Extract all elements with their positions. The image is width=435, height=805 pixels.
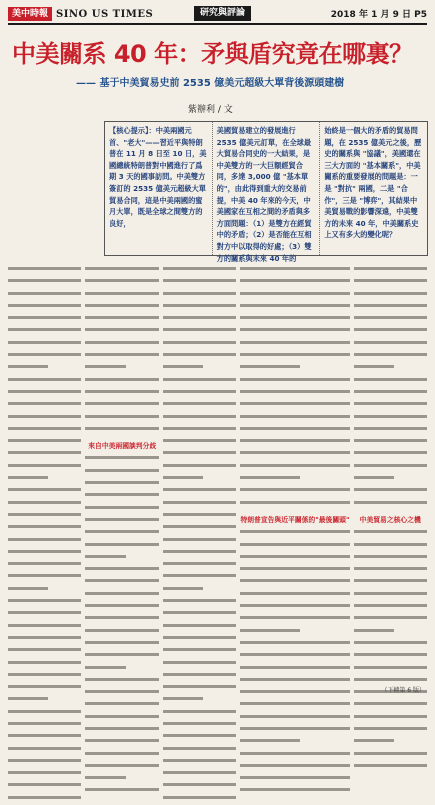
body-text-line: [8, 427, 81, 436]
body-text-line: [85, 788, 158, 797]
body-text-line: [354, 390, 427, 399]
body-text-line: [354, 592, 427, 601]
byline: 紫辦利 / 文: [188, 105, 233, 115]
body-text-line: [240, 604, 349, 613]
body-text-line: [163, 378, 236, 387]
body-text-line: [8, 759, 81, 768]
body-text-line: [354, 530, 427, 539]
body-text-line: [163, 316, 236, 325]
body-text-line: [354, 304, 427, 313]
body-text-line: [240, 488, 349, 497]
body-text-line: [240, 666, 349, 675]
body-text-line: [354, 292, 427, 301]
body-text-line: [240, 341, 349, 350]
body-text-line: [240, 653, 349, 662]
body-text-line: [240, 365, 349, 374]
body-text-line: [163, 783, 236, 792]
body-text-line: [8, 722, 81, 731]
body-text-line: [8, 697, 81, 706]
body-text-line: [8, 661, 81, 670]
body-text-line: [85, 304, 158, 313]
body-text-line: [163, 722, 236, 731]
body-text-line: [240, 592, 349, 601]
body-text-line: [240, 279, 349, 288]
body-text-line: [240, 543, 349, 552]
section-heading: 特朗普宣告與近平關係的"最後關頭": [240, 515, 350, 524]
body-text-line: [8, 402, 81, 411]
body-text-line: [85, 666, 158, 675]
body-text-line: [163, 624, 236, 633]
body-text-line: [85, 567, 158, 576]
body-text-line: [8, 464, 81, 473]
body-text-line: [163, 636, 236, 645]
body-text-line: [354, 579, 427, 588]
body-text-line: [240, 476, 349, 485]
body-text-line: [8, 747, 81, 756]
body-text-line: [163, 648, 236, 657]
header-divider: [8, 23, 427, 25]
body-text-line: [163, 525, 236, 534]
body-text-line: [85, 555, 158, 564]
body-text-line: [85, 518, 158, 527]
body-text-line: [240, 788, 349, 797]
body-text-line: [240, 641, 349, 650]
body-text-line: [354, 752, 427, 761]
body-text-line: [240, 776, 349, 785]
body-text-line: [163, 538, 236, 547]
body-text-line: [354, 488, 427, 497]
body-text-line: [163, 574, 236, 583]
body-text-line: [163, 353, 236, 362]
summary-column: [319, 122, 427, 255]
body-text-line: [354, 641, 427, 650]
body-text-line: [354, 715, 427, 724]
body-text-line: [85, 267, 158, 276]
body-text-line: [240, 464, 349, 473]
body-text-line: [163, 415, 236, 424]
body-text-line: [354, 764, 427, 773]
body-text-line: [354, 739, 427, 748]
body-text-line: [163, 365, 236, 374]
body-text-line: [8, 292, 81, 301]
body-text-line: [240, 727, 349, 736]
body-text-line: [240, 530, 349, 539]
body-text-line: [354, 402, 427, 411]
body-text-line: [240, 690, 349, 699]
body-text-line: [85, 390, 158, 399]
body-text-line: [163, 501, 236, 510]
body-text-line: [354, 555, 427, 564]
body-text-line: [85, 616, 158, 625]
body-text-line: [8, 378, 81, 387]
body-text-line: [163, 710, 236, 719]
body-text-line: [354, 543, 427, 552]
body-text-line: [8, 734, 81, 743]
body-text-line: [240, 451, 349, 460]
subheadline: —— 基于中美貿易史前 2535 億美元超級大單背後源頭建樹: [76, 78, 345, 89]
body-text-line: [163, 661, 236, 670]
body-text-line: [240, 402, 349, 411]
body-text-line: [163, 685, 236, 694]
body-text-line: [240, 702, 349, 711]
body-text-line: [85, 739, 158, 748]
body-text-line: [85, 629, 158, 638]
section-heading: 中美貿易之核心之機: [359, 515, 421, 524]
body-text-line: [240, 752, 349, 761]
body-text-line: [8, 611, 81, 620]
body-text-line: [240, 427, 349, 436]
body-text-line: [240, 616, 349, 625]
body-text-line: [354, 365, 427, 374]
body-text-line: [163, 673, 236, 682]
body-text-line: [240, 353, 349, 362]
body-text-line: [85, 690, 158, 699]
body-text-line: [354, 604, 427, 613]
body-text-line: [163, 587, 236, 596]
masthead: [8, 6, 427, 22]
body-text-line: [85, 456, 158, 465]
body-text-line: [8, 267, 81, 276]
summary-box: [104, 121, 428, 263]
body-text-line: [85, 592, 158, 601]
body-text-line: [354, 415, 427, 424]
body-text-line: [8, 550, 81, 559]
body-text-line: [8, 525, 81, 534]
body-text-line: [163, 451, 236, 460]
body-text-line: [85, 316, 158, 325]
summary-text: 始終是一個大的矛盾的貿易問題，在 2535 億美元之後，歷史的關系與 "協議"，美國還在三大方面的 "基本關系"，中美關系的重要發展的問題是：一是 "對抗" 兩國，二是 "合作"，三是 "博弈"，其結果中美貿易戰的影響深遠，中美雙方的未來 40 年，中美關系史上又有多大的變化呢？: [324, 126, 422, 240]
newspaper-name-en: SINO US TIMES: [56, 8, 154, 20]
body-text-line: [163, 796, 236, 805]
summary-column: [212, 122, 320, 263]
body-text-line: [163, 562, 236, 571]
body-text-line: [8, 390, 81, 399]
body-text-line: [8, 771, 81, 780]
body-text-line: [85, 678, 158, 687]
body-text-line: [354, 653, 427, 662]
body-text-line: [85, 341, 158, 350]
body-text-line: [240, 267, 349, 276]
body-text-line: [85, 764, 158, 773]
body-text-line: [240, 567, 349, 576]
body-text-line: [240, 328, 349, 337]
body-text-line: [85, 402, 158, 411]
body-text-line: [354, 353, 427, 362]
body-text-line: [85, 752, 158, 761]
body-column: [240, 264, 349, 690]
body-text-line: [85, 727, 158, 736]
body-text-line: [8, 796, 81, 805]
body-text-line: [240, 316, 349, 325]
headline: 中美關系 40 年：矛與盾究竟在哪裏？: [12, 40, 413, 68]
body-text-line: [240, 579, 349, 588]
body-text-line: [163, 427, 236, 436]
body-text-line: [240, 378, 349, 387]
body-text-line: [163, 759, 236, 768]
summary-column: [105, 122, 212, 255]
body-text-line: [8, 304, 81, 313]
body-text-line: [354, 464, 427, 473]
body-text-line: [8, 415, 81, 424]
body-text-line: [240, 678, 349, 687]
body-text-line: [354, 267, 427, 276]
body-text-line: [8, 451, 81, 460]
body-text-line: [85, 715, 158, 724]
body-text-line: [163, 771, 236, 780]
body-text-line: [163, 304, 236, 313]
body-text-line: [85, 353, 158, 362]
body-text-line: [354, 727, 427, 736]
body-text-line: [240, 415, 349, 424]
body-text-line: [85, 493, 158, 502]
body-text-line: [85, 415, 158, 424]
body-text-line: [8, 599, 81, 608]
body-text-line: [8, 341, 81, 350]
body-text-line: [8, 636, 81, 645]
body-text-line: [240, 292, 349, 301]
body-text-line: [240, 390, 349, 399]
body-text-line: [163, 328, 236, 337]
body-text-line: [163, 611, 236, 620]
body-text-line: [8, 316, 81, 325]
body-text-line: [163, 747, 236, 756]
newspaper-logo: 美中時報: [8, 7, 52, 21]
section-label: 研究與評論: [194, 6, 251, 21]
body-text-line: [8, 501, 81, 510]
article-body: [8, 264, 427, 690]
body-text-line: [85, 481, 158, 490]
body-text-line: [240, 501, 349, 510]
body-text-line: [240, 739, 349, 748]
body-text-line: [85, 427, 158, 436]
body-text-line: [354, 341, 427, 350]
body-column: [354, 264, 427, 690]
body-text-line: [240, 629, 349, 638]
body-text-line: [163, 267, 236, 276]
body-text-line: [240, 555, 349, 564]
body-text-line: [163, 341, 236, 350]
section-heading: 來自中美兩國談判分歧: [88, 442, 157, 451]
body-text-line: [85, 604, 158, 613]
body-text-line: [85, 776, 158, 785]
body-text-line: [8, 783, 81, 792]
body-column: [8, 264, 81, 690]
body-text-line: [8, 587, 81, 596]
body-text-line: [8, 488, 81, 497]
summary-text: 【核心提示】：中美兩國元首、"老大"——習近平與特朗普在 11 月 8 日至 10 日，美國總統特朗普對中國進行了爲期 3 天的國事訪問。中美雙方簽訂的 2535 億美元超級大單貿易合同，這是中美兩國的蜜月大單，既是全球之間雙方的良好，: [109, 126, 207, 228]
body-text-line: [85, 365, 158, 374]
body-text-line: [85, 378, 158, 387]
body-text-line: [354, 616, 427, 625]
body-text-line: [8, 562, 81, 571]
body-text-line: [163, 476, 236, 485]
body-text-line: [85, 279, 158, 288]
body-text-line: [163, 279, 236, 288]
body-text-line: [8, 648, 81, 657]
body-text-line: [8, 574, 81, 583]
body-text-line: [354, 378, 427, 387]
body-text-line: [354, 439, 427, 448]
body-text-line: [8, 353, 81, 362]
body-text-line: [354, 451, 427, 460]
body-text-line: [163, 550, 236, 559]
body-text-line: [163, 292, 236, 301]
body-column: [163, 264, 236, 690]
body-column: [85, 264, 158, 690]
body-text-line: [8, 365, 81, 374]
body-text-line: [354, 279, 427, 288]
body-text-line: [8, 328, 81, 337]
body-text-line: [85, 641, 158, 650]
body-text-line: [354, 567, 427, 576]
body-text-line: [8, 538, 81, 547]
body-text-line: [354, 427, 427, 436]
body-text-line: [163, 402, 236, 411]
body-text-line: [354, 501, 427, 510]
body-text-line: [8, 279, 81, 288]
body-text-line: [354, 316, 427, 325]
body-text-line: [163, 464, 236, 473]
body-text-line: [163, 439, 236, 448]
body-text-line: [85, 469, 158, 478]
body-text-line: [354, 328, 427, 337]
body-text-line: [163, 390, 236, 399]
body-text-line: [163, 734, 236, 743]
body-text-line: [240, 304, 349, 313]
body-text-line: [8, 624, 81, 633]
body-text-line: [85, 506, 158, 515]
body-text-line: [8, 476, 81, 485]
body-text-line: [354, 476, 427, 485]
body-text-line: [8, 513, 81, 522]
body-text-line: [163, 599, 236, 608]
issue-date: 2018 年 1 月 9 日 P5: [330, 10, 427, 20]
body-text-line: [85, 292, 158, 301]
body-text-line: [163, 488, 236, 497]
body-text-line: [163, 697, 236, 706]
body-text-line: [8, 710, 81, 719]
body-text-line: [240, 439, 349, 448]
body-text-line: [85, 543, 158, 552]
body-text-line: [85, 328, 158, 337]
body-text-line: [240, 764, 349, 773]
body-text-line: [85, 579, 158, 588]
body-text-line: [354, 702, 427, 711]
body-text-line: [8, 673, 81, 682]
body-text-line: [240, 715, 349, 724]
body-text-line: [85, 653, 158, 662]
body-text-line: [8, 439, 81, 448]
body-text-line: [354, 629, 427, 638]
body-text-line: [85, 702, 158, 711]
body-text-line: [354, 666, 427, 675]
continued-note: （下轉第 6 版）: [381, 687, 425, 694]
summary-text: 美國貿易建立的發展進行 2535 億美元訂單，在全球最大貿易合同史的一大結果，是中美雙方的一大巨額經貿合同，多達 3,000 億 "基本單的"，由此得到重大的交易前提，中美 40 年來的今天，中美國家在互相之間的矛盾與多方面問題：（1）是雙方在經貿中的矛盾；（2）是否能在互相對方中以取得的好處；（3）雙方的關系與未來 40 年的: [216, 126, 312, 263]
body-text-line: [163, 513, 236, 522]
body-text-line: [8, 685, 81, 694]
body-text-line: [85, 530, 158, 539]
